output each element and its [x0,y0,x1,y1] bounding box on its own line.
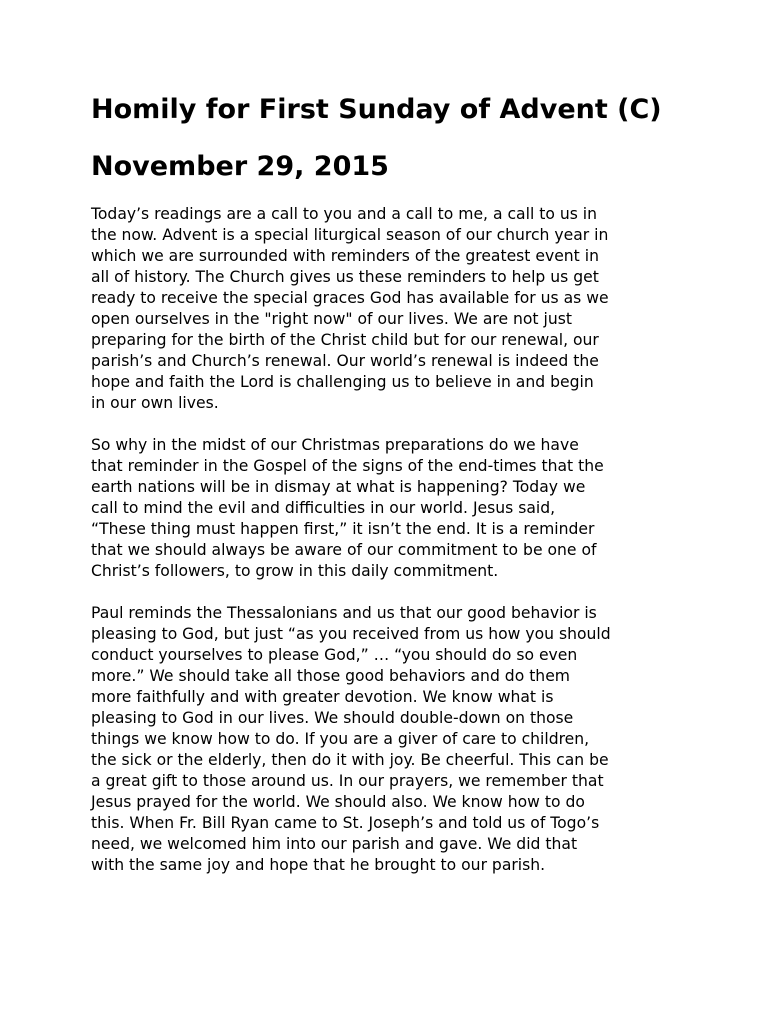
paragraph [91,603,681,876]
paragraph-line: that we should always be aware of our commitment to be one of [91,541,597,559]
paragraph-line: a great gift to those around us. In our prayers, we remember that [91,772,604,790]
document-title: Homily for First Sunday of Advent (C) [91,94,662,125]
paragraph-line: hope and faith the Lord is challenging us to believe in and begin [91,373,594,391]
paragraph-line: call to mind the evil and difficulties in our world. Jesus said, [91,499,556,517]
paragraph-line: “These thing must happen first,” it isn’t the end. It is a reminder [91,520,595,538]
paragraph-line: Today’s readings are a call to you and a call to me, a call to us in [91,205,598,223]
paragraph-line: that reminder in the Gospel of the signs of the end-times that the [91,457,604,475]
document-date: November 29, 2015 [91,151,389,182]
paragraph-line: Jesus prayed for the world. We should also. We know how to do [91,793,585,811]
paragraph-line: ready to receive the special graces God has available for us as we [91,289,609,307]
document-body [91,204,681,876]
paragraph-line: pleasing to God, but just “as you received from us how you should [91,625,611,643]
paragraph-line: preparing for the birth of the Christ child but for our renewal, our [91,331,599,349]
paragraph-line: things we know how to do. If you are a giver of care to children, [91,730,590,748]
paragraph-line: this. When Fr. Bill Ryan came to St. Joseph’s and told us of Togo’s [91,814,600,832]
paragraph-line: more.” We should take all those good behaviors and do them [91,667,570,685]
paragraph [91,435,681,582]
paragraph-line: So why in the midst of our Christmas preparations do we have [91,436,579,454]
paragraph-line: more faithfully and with greater devotion. We know what is [91,688,554,706]
paragraph-line: conduct yourselves to please God,” … “you should do so even [91,646,578,664]
paragraph-line: which we are surrounded with reminders of the greatest event in [91,247,599,265]
paragraph-line: with the same joy and hope that he brought to our parish. [91,856,546,874]
paragraph-line: parish’s and Church’s renewal. Our world’s renewal is indeed the [91,352,599,370]
paragraph-line: pleasing to God in our lives. We should double-down on those [91,709,574,727]
paragraph-line: all of history. The Church gives us these reminders to help us get [91,268,599,286]
paragraph-line: earth nations will be in dismay at what is happening? Today we [91,478,586,496]
document-page [91,92,681,897]
paragraph-line: Christ’s followers, to grow in this daily commitment. [91,562,499,580]
paragraph-line: the sick or the elderly, then do it with joy. Be cheerful. This can be [91,751,609,769]
paragraph-line: open ourselves in the "right now" of our lives. We are not just [91,310,572,328]
paragraph-line: need, we welcomed him into our parish and gave. We did that [91,835,578,853]
paragraph-line: the now. Advent is a special liturgical season of our church year in [91,226,609,244]
paragraph-line: in our own lives. [91,394,219,412]
paragraph-line: Paul reminds the Thessalonians and us that our good behavior is [91,604,597,622]
paragraph [91,204,681,414]
